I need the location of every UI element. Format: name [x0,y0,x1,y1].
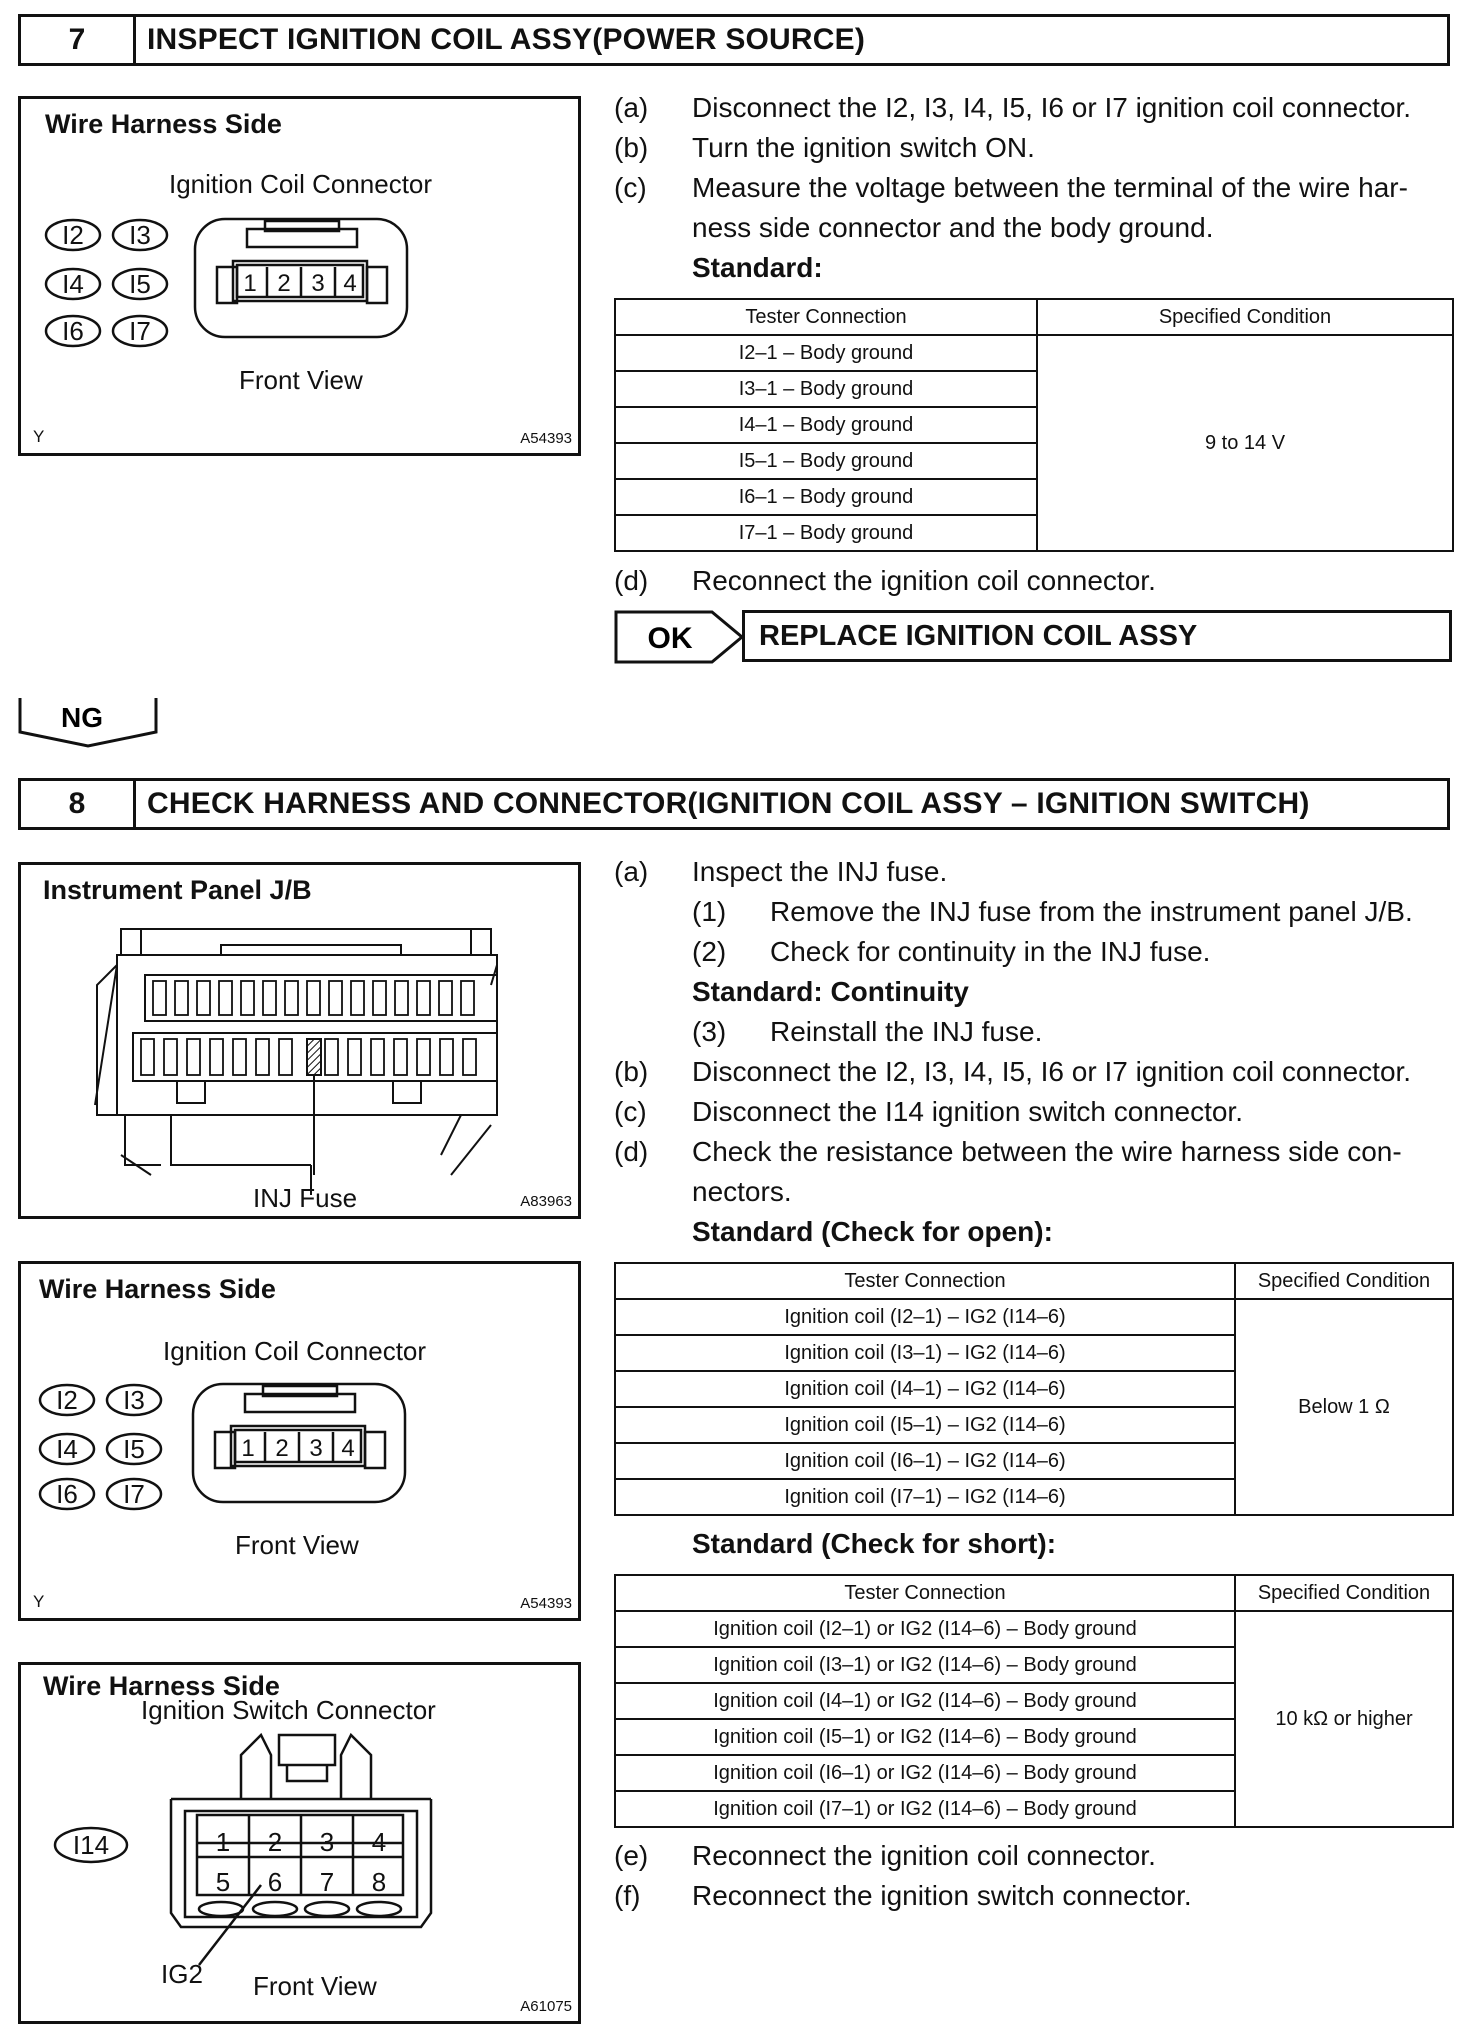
table-header: Tester Connection [615,299,1037,335]
step-text: Check for continuity in the INJ fuse. [770,936,1211,967]
pin-number: 2 [267,1827,283,1857]
fuse-label: INJ Fuse [253,1183,358,1213]
corner-mark: Y [33,1592,45,1611]
table-cell: I2–1 – Body ground [615,335,1037,371]
fuse-slot [141,1039,154,1075]
standard-continuity: Standard: Continuity [692,976,969,1007]
fuse-slot [348,1039,361,1075]
pin-number: 8 [371,1867,387,1897]
fuse-slot [187,1039,200,1075]
table-cell: Ignition coil (I5–1) – IG2 (I14–6) [615,1407,1235,1443]
standard-short-label: Standard (Check for short): [692,1528,1057,1559]
fuse-slot [394,1039,407,1075]
ignition-switch-figure [18,1662,581,2024]
figure-code: A54393 [520,430,572,447]
table-condition: 10 kΩ or higher [1235,1611,1453,1827]
step-text: Reconnect the ignition coil connector. [692,1840,1156,1871]
coil-id: I5 [123,1434,145,1464]
step-text: Disconnect the I2, I3, I4, I5, I6 or I7 ignition coil connector. [692,1056,1412,1087]
table-cell: Ignition coil (I3–1) – IG2 (I14–6) [615,1335,1235,1371]
fuse-slot [241,981,254,1015]
figure-title: Wire Harness Side [43,1671,280,1701]
ok-label: OK [647,622,693,655]
step-letter: (1) [692,896,727,927]
table-cell: Ignition coil (I6–1) or IG2 (I14–6) – Body ground [615,1755,1235,1791]
coil-id: I3 [129,220,151,250]
pin-number: 3 [319,1827,335,1857]
coil-id: I6 [62,316,84,346]
step-text: Disconnect the I2, I3, I4, I5, I6 or I7 ignition coil connector. [692,92,1412,123]
table-cell: I6–1 – Body ground [615,479,1037,515]
coil-id: I4 [62,269,84,299]
step-letter: (f) [614,1880,641,1911]
ng-result [18,696,158,753]
step-letter: (d) [614,1136,649,1167]
table-cell: Ignition coil (I4–1) or IG2 (I14–6) – Body ground [615,1683,1235,1719]
table-condition: 9 to 14 V [1037,335,1453,551]
pin-number: 1 [215,1827,231,1857]
coil-id: I7 [123,1479,145,1509]
table-cell: Ignition coil (I2–1) or IG2 (I14–6) – Body ground [615,1611,1235,1647]
ng-label: NG [61,702,103,733]
table-header: Specified Condition [1037,299,1453,335]
table-cell: Ignition coil (I7–1) or IG2 (I14–6) – Body ground [615,1791,1235,1827]
figure-code: A61075 [520,1998,572,2015]
step-letter: (c) [614,172,647,203]
step-text: ness side connector and the body ground. [692,212,1214,243]
coil-id: I6 [56,1479,78,1509]
step-letter: (d) [614,565,649,596]
step-8-number: 8 [21,781,136,827]
step-8-coil-figure [18,1261,581,1621]
step-letter: (a) [614,92,649,123]
step-7-spec-table [614,298,1454,552]
fuse-slot [325,1039,338,1075]
figure-code: A54393 [520,1595,572,1612]
step-letter: (e) [614,1840,649,1871]
fuse-slot [461,981,474,1015]
step-letter: (3) [692,1016,727,1047]
fuse-slot [197,981,210,1015]
fuse-slot [279,1039,292,1075]
fuse-slot [463,1039,476,1075]
fuse-slot [329,981,342,1015]
table-header: Specified Condition [1235,1263,1453,1299]
connector-id: I14 [72,1830,110,1860]
step-text: Inspect the INJ fuse. [692,856,948,887]
connector-label: Ignition Coil Connector [163,1336,427,1366]
step-text: Reconnect the ignition switch connector. [692,1880,1192,1911]
figure-code: A83963 [520,1193,572,1210]
fuse-slot [256,1039,269,1075]
step-text: Turn the ignition switch ON. [692,132,1035,163]
fuse-slot [153,981,166,1015]
fuse-slot [307,981,320,1015]
fuse-slot [440,1039,453,1075]
view-label: Front View [235,1530,359,1560]
junction-block-drawing [21,865,578,1216]
pin-number: 1 [241,1435,255,1462]
fuse-slot [373,981,386,1015]
connector-label: Ignition Switch Connector [141,1695,436,1725]
step-7-number: 7 [21,17,136,63]
fuse-slot [371,1039,384,1075]
pin-number: 5 [215,1867,231,1897]
coil-id: I7 [129,316,151,346]
coil-connector-drawing [21,1264,578,1618]
coil-connector-drawing [21,99,578,453]
table-cell: Ignition coil (I4–1) – IG2 (I14–6) [615,1371,1235,1407]
coil-id: I5 [129,269,151,299]
fuse-slot [285,981,298,1015]
step-text: Reinstall the INJ fuse. [770,1016,1043,1047]
step-text: nectors. [692,1176,792,1207]
fuse-slot [439,981,452,1015]
fuse-slot [164,1039,177,1075]
table-header: Tester Connection [615,1575,1235,1611]
step-7-title: INSPECT IGNITION COIL ASSY(POWER SOURCE) [147,23,866,56]
pin-number: 4 [343,270,357,297]
step-text: Measure the voltage between the terminal of the wire har- [692,172,1408,203]
step-letter: (b) [614,132,649,163]
pin-number: 1 [243,270,257,297]
step-text: Disconnect the I14 ignition switch connector. [692,1096,1243,1127]
table-cell: Ignition coil (I5–1) or IG2 (I14–6) – Body ground [615,1719,1235,1755]
pin-number: 3 [309,1435,323,1462]
standard-label: Standard: [692,252,823,283]
pin-number: 4 [341,1435,355,1462]
jb-figure [18,862,581,1219]
step-7-header [18,14,1450,66]
table-cell: Ignition coil (I3–1) or IG2 (I14–6) – Body ground [615,1647,1235,1683]
table-cell: I7–1 – Body ground [615,515,1037,551]
fuse-slot [175,981,188,1015]
coil-id: I3 [123,1385,145,1415]
fuse-slot [417,981,430,1015]
step-8-header [18,778,1450,830]
pin-number: 2 [275,1435,289,1462]
pin-number: 4 [371,1827,387,1857]
table-cell: I3–1 – Body ground [615,371,1037,407]
coil-id: I4 [56,1434,78,1464]
standard-open-label: Standard (Check for open): [692,1216,1053,1247]
table-condition: Below 1 Ω [1235,1299,1453,1515]
fuse-slot [351,981,364,1015]
terminal-label: IG2 [161,1959,203,1989]
fuse-slot [395,981,408,1015]
table-header: Tester Connection [615,1263,1235,1299]
table-cell: Ignition coil (I2–1) – IG2 (I14–6) [615,1299,1235,1335]
step-letter: (a) [614,856,649,887]
step-8-title: CHECK HARNESS AND CONNECTOR(IGNITION COIL ASSY – IGNITION SWITCH) [147,787,1310,820]
view-label: Front View [253,1971,377,2001]
figure-title: Wire Harness Side [39,1274,276,1304]
table-header: Specified Condition [1235,1575,1453,1611]
ok-result [614,610,744,669]
step-text: Check the resistance between the wire harness side con- [692,1136,1402,1167]
coil-id: I2 [62,220,84,250]
step-letter: (2) [692,936,727,967]
step-text: Reconnect the ignition coil connector. [692,565,1156,596]
coil-id: I2 [56,1385,78,1415]
pin-number: 7 [319,1867,335,1897]
pin-number: 6 [267,1867,283,1897]
step-text: Remove the INJ fuse from the instrument panel J/B. [770,896,1413,927]
step-letter: (c) [614,1096,647,1127]
fuse-slot [233,1039,246,1075]
ok-arrow-shape [614,610,744,664]
table-cell: I4–1 – Body ground [615,407,1037,443]
figure-title: Wire Harness Side [45,109,282,139]
fuse-slot [263,981,276,1015]
fuse-slot [219,981,232,1015]
table-cell: Ignition coil (I7–1) – IG2 (I14–6) [615,1479,1235,1515]
pin-number: 3 [311,270,325,297]
table-cell: Ignition coil (I6–1) – IG2 (I14–6) [615,1443,1235,1479]
open-check-table [614,1262,1454,1516]
step-7-figure [18,96,581,456]
corner-mark: Y [33,427,45,446]
connector-label: Ignition Coil Connector [169,169,433,199]
ng-arrow-shape [18,696,158,748]
view-label: Front View [239,365,363,395]
pin-number: 2 [277,270,291,297]
switch-connector-drawing [21,1665,578,2021]
fuse-slot [417,1039,430,1075]
figure-title: Instrument Panel J/B [43,875,312,905]
step-letter: (b) [614,1056,649,1087]
replace-action-box: REPLACE IGNITION COIL ASSY [742,610,1452,662]
short-check-table [614,1574,1454,1828]
fuse-slot [210,1039,223,1075]
table-cell: I5–1 – Body ground [615,443,1037,479]
